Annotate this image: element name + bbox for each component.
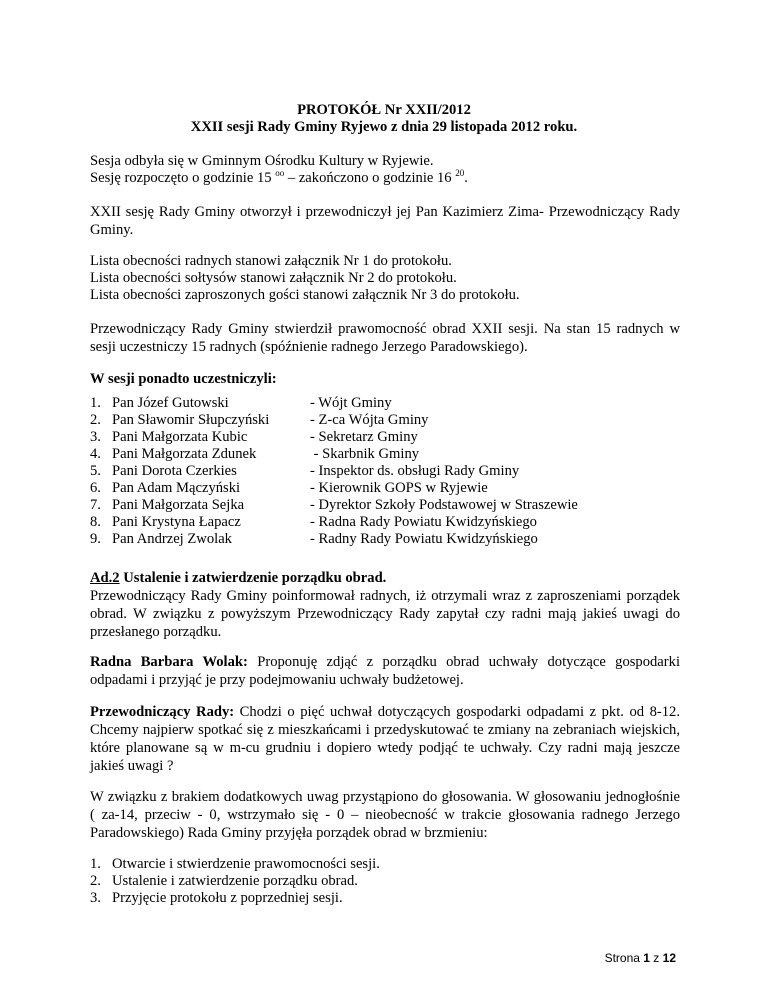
participant-name: Pani Małgorzata Sejka <box>112 497 245 513</box>
intro-times: Sesję rozpoczęto o godzinie 15 $^{oo}$ – zakończono o godzinie 16 $^{20}$. <box>90 168 468 186</box>
participant-number: 3. <box>90 429 101 445</box>
participant-role: - Wójt Gminy <box>310 395 392 411</box>
agenda-number: 2. <box>90 873 101 889</box>
participant-number: 4. <box>90 446 101 462</box>
participant-name: Pani Dorota Czerkies <box>112 463 237 479</box>
participant-name: Pani Małgorzata Kubic <box>112 429 248 445</box>
ad2-section <box>90 569 680 641</box>
speaker-wolak: Radna Barbara Wolak: <box>90 654 248 670</box>
participant-role: - Skarbnik Gminy <box>310 446 420 462</box>
agenda-text: Ustalenie i zatwierdzenie porządku obrad. <box>112 873 358 889</box>
participant-number: 8. <box>90 514 101 530</box>
participant-role: - Radny Rady Powiatu Kwidzyńskiego <box>310 531 538 547</box>
agenda-text: Otwarcie i stwierdzenie prawomocności sesji. <box>112 856 380 872</box>
participant-name: Pan Józef Gutowski <box>112 395 229 411</box>
participant-name: Pan Andrzej Zwolak <box>112 531 232 547</box>
participant-role: - Sekretarz Gminy <box>310 429 418 445</box>
vote-paragraph: W związku z brakiem dodatkowych uwag przystąpiono do głosowania. W głosowaniu jednogłośnie ( za-14, przeciw - 0, wstrzymało się - 0 – nieobecność w trakcie głosowania radnego Jerzego Paradowskiego) Rada Gminy przyjęła porządek obrad w brzmieniu: <box>90 789 680 841</box>
ad2-text: Przewodniczący Rady Gminy poinformował radnych, iż otrzymali wraz z zaproszeniami porządek obrad. W związku z powyższym Przewodniczący Rady zapytał czy radni mają jakieś uwagi do przesłanego porządku. <box>90 588 680 640</box>
participant-number: 1. <box>90 395 101 411</box>
attendance-list-2: Lista obecności sołtysów stanowi załącznik Nr 2 do protokołu. <box>90 270 457 286</box>
attendance-list-1: Lista obecności radnych stanowi załącznik Nr 1 do protokołu. <box>90 253 452 269</box>
participant-role: - Dyrektor Szkoły Podstawowej w Straszewie <box>310 497 578 513</box>
participant-role: - Inspektor ds. obsługi Rady Gminy <box>310 463 520 479</box>
session-title: XXII sesji Rady Gminy Ryjewo z dnia 29 listopada 2012 roku. <box>190 119 578 135</box>
participants-heading: W sesji ponadto uczestniczyli: <box>90 371 277 387</box>
participant-name: Pan Adam Mączyński <box>112 480 241 496</box>
attendance-list-3: Lista obecności zaproszonych gości stanowi załącznik Nr 3 do protokołu. <box>90 287 520 303</box>
participant-role: - Radna Rady Powiatu Kwidzyńskiego <box>310 514 537 530</box>
participant-number: 9. <box>90 531 101 547</box>
participant-name: Pani Małgorzata Zdunek <box>112 446 257 462</box>
ad2-heading: Ustalenie i zatwierdzenie porządku obrad. <box>119 570 387 586</box>
participant-number: 6. <box>90 480 101 496</box>
participant-number: 7. <box>90 497 101 513</box>
page-footer: Strona 1 z 12 <box>604 951 676 965</box>
ad2-label: Ad.2 <box>90 570 120 586</box>
participant-role: - Kierownik GOPS w Ryjewie <box>310 480 488 496</box>
participant-name: Pani Krystyna Łapacz <box>112 514 241 530</box>
speaker-chairman: Przewodniczący Rady: <box>90 704 235 720</box>
agenda-number: 3. <box>90 890 101 906</box>
quorum-paragraph: Przewodniczący Rady Gminy stwierdził prawomocność obrad XXII sesji. Na stan 15 radnych w sesji uczestniczy 15 radnych (spóźnienie radnego Jerzego Paradowskiego). <box>90 321 680 355</box>
protocol-title: PROTOKÓŁ Nr XXII/2012 <box>297 102 471 118</box>
participant-role: - Z-ca Wójta Gminy <box>310 412 429 428</box>
participant-name: Pan Sławomir Słupczyński <box>112 412 270 428</box>
participant-number: 5. <box>90 463 101 479</box>
agenda-number: 1. <box>90 856 101 872</box>
speech-wolak: Radna Barbara Wolak: Proponuję zdjąć z porządku obrad uchwały dotyczące gospodarki odpadami i przyjąć je przy podejmowaniu uchwały budżetowej. <box>90 654 680 688</box>
agenda-text: Przyjęcie protokołu z poprzedniej sesji. <box>112 890 343 906</box>
opening-paragraph: XXII sesję Rady Gminy otworzył i przewodniczył jej Pan Kazimierz Zima- Przewodniczący Rady Gminy. <box>90 204 680 238</box>
speech-chairman: Przewodniczący Rady: Chodzi o pięć uchwał dotyczących gospodarki odpadami z pkt. od 8-12. Chcemy najpierw spotkać się z mieszkańcami i przedyskutować te zmiany na zebraniach wiejskich, które planowane są w m-cu grudniu i dopiero wtedy podjąć te uchwały. Czy radni mają jeszcze jakieś uwagi ? <box>90 704 680 774</box>
intro-location: Sesja odbyła się w Gminnym Ośrodku Kultury w Ryjewie. <box>90 153 434 169</box>
participant-number: 2. <box>90 412 101 428</box>
